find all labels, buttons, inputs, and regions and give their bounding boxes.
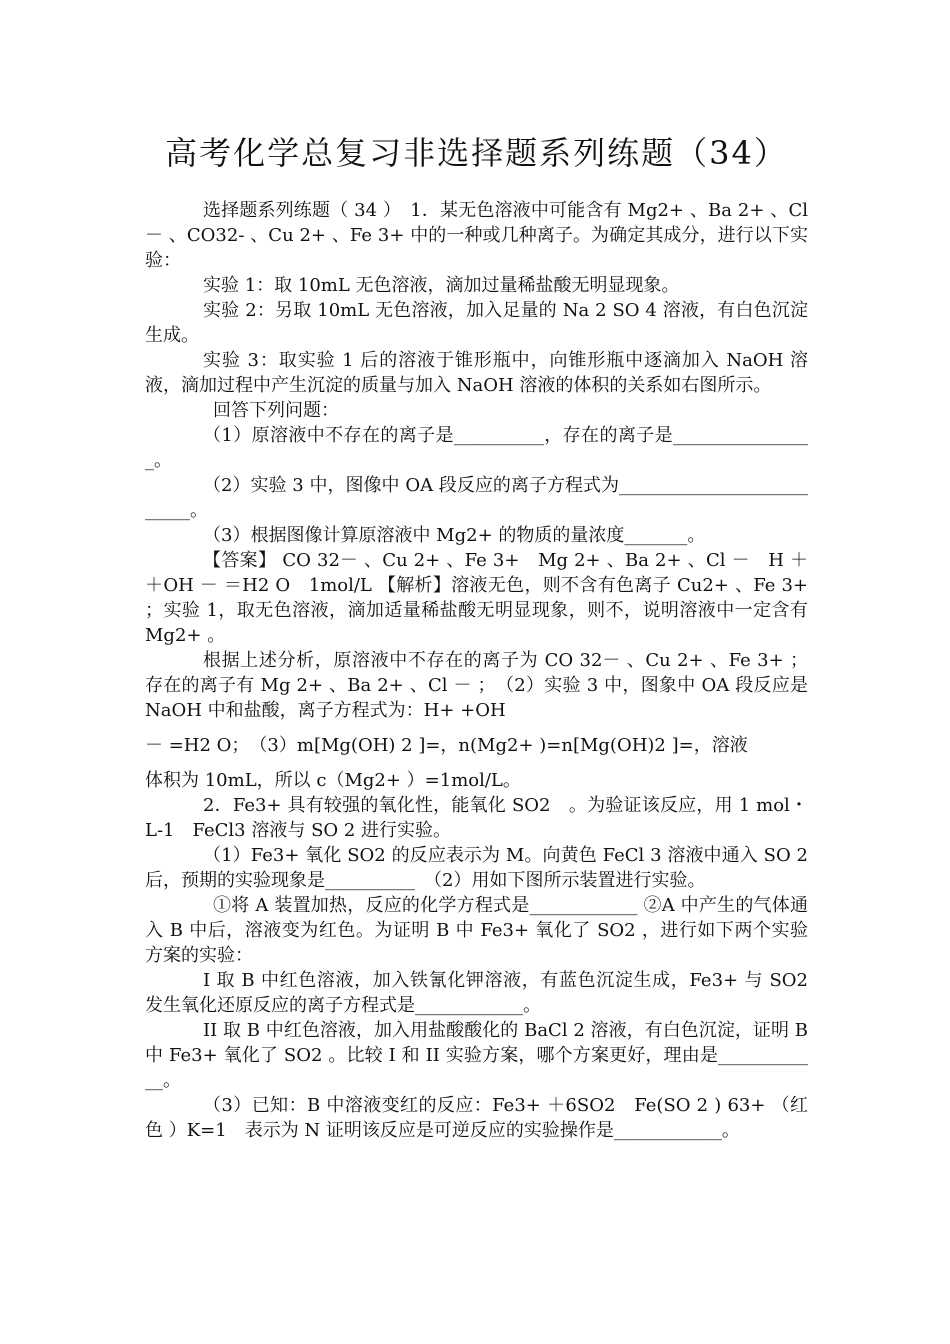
page-title: 高考化学总复习非选择题系列练题（34） — [165, 134, 788, 172]
paragraph-analysis: 根据上述分析，原溶液中不存在的离子为 CO 32－ 、Cu 2+ 、Fe 3+ ；存在的离子有 Mg 2+ 、Ba 2+ 、Cl － ； （2）实验 3 中，图象中 OA 段反应是 NaOH 中和盐酸，离子方程式为：H+ +OH — [145, 650, 808, 721]
paragraph-6: （1）原溶液中不存在的离子是__________，存在的离子是________________。 — [145, 425, 808, 471]
paragraph-2: 实验 1：取 10mL 无色溶液，滴加过量稀盐酸无明显现象。 — [203, 275, 680, 296]
paragraph-1: 选择题系列练题（ 34 ） 1．某无色溶液中可能含有 Mg2+ 、Ba 2+ 、Cl － 、CO32- 、Cu 2+ 、Fe 3+ 中的一种或几种离子。为确定其成分，进行以下实验： — [145, 200, 808, 271]
paragraph-5: 回答下列问题： — [213, 400, 339, 421]
paragraph-q2-ii: II 取 B 中红色溶液，加入用盐酸酸化的 BaCl 2 溶液，有白色沉淀，证明 B 中 Fe3+ 氧化了 SO2 。比较 I 和 II 实验方案，哪个方案更好，理由是____________。 — [145, 1020, 808, 1091]
paragraph-analysis-end: 体积为 10mL，所以 c（Mg2+ ）=1mol/L。 — [145, 770, 521, 791]
paragraph-analysis-cont: － =H2 O； （3）m[Mg(OH) 2 ]=，n(Mg2+ )=n[Mg(OH)2 ]=，溶液 — [145, 735, 748, 756]
paragraph-3: 实验 2：另取 10mL 无色溶液，加入足量的 Na 2 SO 4 溶液，有白色沉淀生成。 — [145, 300, 808, 346]
paragraph-q2-3: （3）已知：B 中溶液变红的反应：Fe3+ ＋6SO2 Fe(SO 2 ) 63+ （红色 ）K=1 表示为 N 证明该反应是可逆反应的实验操作是____________。 — [145, 1095, 808, 1141]
paragraph-7: （2）实验 3 中，图像中 OA 段反应的离子方程式为__________________________。 — [145, 475, 808, 521]
paragraph-q2-2: ①将 A 装置加热，反应的化学方程式是____________ ②A 中产生的气体通入 B 中后，溶液变为红色。为证明 B 中 Fe3+ 氧化了 SO2 ，进行如下两个实验方案的实验： — [145, 895, 808, 966]
paragraph-q2-i: I 取 B 中红色溶液，加入铁氰化钾溶液，有蓝色沉淀生成，Fe3+ 与 SO2 发生氧化还原反应的离子方程式是____________。 — [145, 970, 808, 1016]
paragraph-8: （3）根据图像计算原溶液中 Mg2+ 的物质的量浓度_______。 — [203, 525, 706, 546]
paragraph-4: 实验 3：取实验 1 后的溶液于锥形瓶中，向锥形瓶中逐滴加入 NaOH 溶液，滴加过程中产生沉淀的质量与加入 NaOH 溶液的体积的关系如右图所示。 — [145, 350, 808, 396]
paragraph-q2: 2．Fe3+ 具有较强的氧化性，能氧化 SO2 。为验证该反应，用 1 mol・ L-1 FeCl3 溶液与 SO 2 进行实验。 — [145, 795, 808, 841]
paragraph-answer: 【答案】 CO 32－ 、Cu 2+ 、Fe 3+ Mg 2+ 、Ba 2+ 、Cl － H ＋ ＋OH － ＝H2 O 1mol/L 【解析】溶液无色，则不含有色离子 Cu2+ 、Fe 3+ ；实验 1，取无色溶液，滴加适量稀盐酸无明显现象，则不，说明溶液中一定含有 Mg2+ 。 — [145, 550, 808, 646]
paragraph-q2-1: （1）Fe3+ 氧化 SO2 的反应表示为 M。向黄色 FeCl 3 溶液中通入 SO 2 后，预期的实验现象是__________ （2）用如下图所示装置进行实验。 — [145, 845, 808, 891]
